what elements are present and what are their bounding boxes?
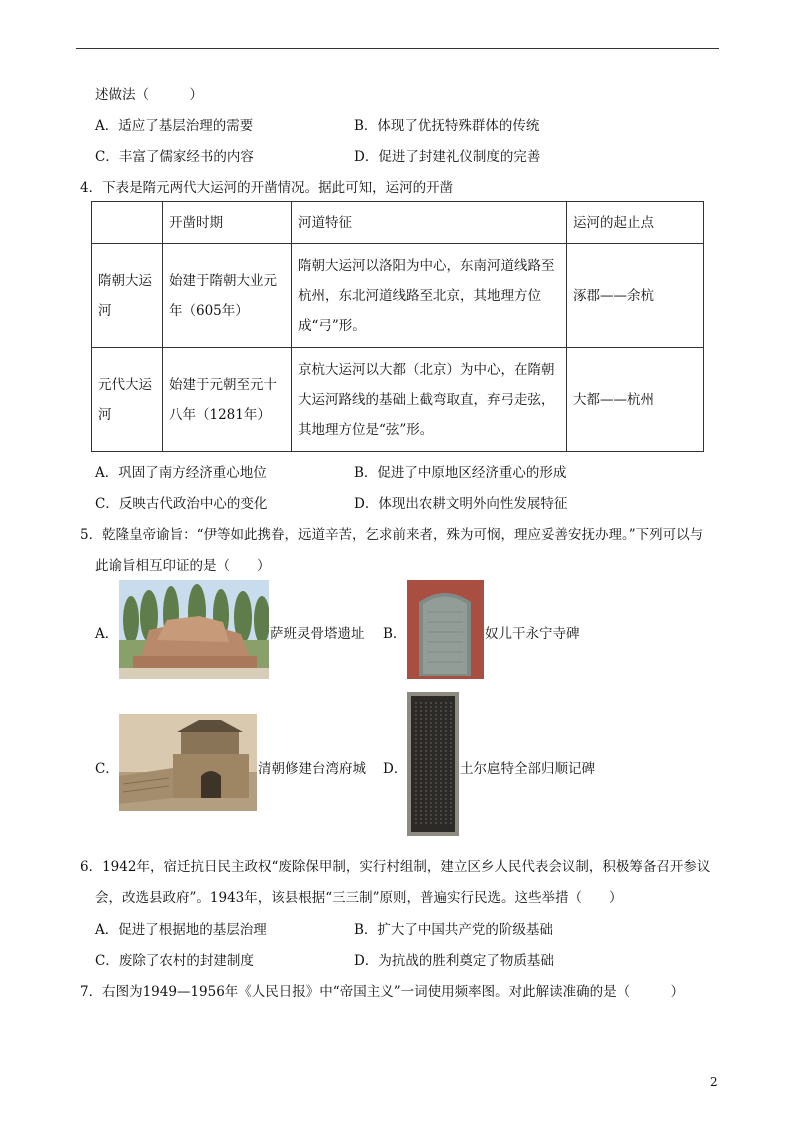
q3-tail: 述做法（ ） bbox=[95, 87, 203, 103]
q5-stem-line2: 此谕旨相互印证的是（ ） bbox=[95, 558, 271, 574]
table-header-cell: 运河的起止点 bbox=[567, 202, 704, 244]
q6-stem-line2: 会，改选县政府”。1943年，该县根据“三三制”原则，普遍实行民选。这些举措（ ） bbox=[95, 890, 623, 906]
q5-stem-line1: 5．乾隆皇帝谕旨：“伊等如此携眷，远道辛苦，乞求前来者，殊为可悯，理应妥善安抚办理。”下列可以与 bbox=[80, 527, 704, 543]
q5-option-d-caption: 土尔扈特全部归顺记碑 bbox=[460, 761, 595, 777]
q6-option-b: B．扩大了中国共产党的阶级基础 bbox=[354, 922, 553, 938]
q6-option-d: D．为抗战的胜利奠定了物质基础 bbox=[354, 953, 554, 969]
stele-photo bbox=[407, 580, 484, 679]
q6-option-c: C．废除了农村的封建制度 bbox=[95, 953, 254, 969]
q4-option-c: C．反映古代政治中心的变化 bbox=[95, 496, 268, 512]
table-cell: 元代大运河 bbox=[92, 348, 163, 452]
table-cell: 隋朝大运河以洛阳为中心，东南河道线路至杭州，东北河道线路至北京，其地理方位成“弓”形。 bbox=[292, 244, 567, 348]
table-cell: 大都——杭州 bbox=[567, 348, 704, 452]
canal-table bbox=[91, 201, 704, 452]
page-number: 2 bbox=[710, 1075, 718, 1089]
table-header-cell: 河道特征 bbox=[292, 202, 567, 244]
q3-option-d: D．促进了封建礼仪制度的完善 bbox=[354, 149, 541, 165]
stele-rubbing-photo bbox=[407, 692, 459, 836]
pagoda-ruin-photo bbox=[119, 580, 269, 679]
table-cell: 始建于隋朝大业元年（605年） bbox=[163, 244, 292, 348]
q3-option-c: C．丰富了儒家经书的内容 bbox=[95, 149, 254, 165]
table-header-cell: 开凿时期 bbox=[163, 202, 292, 244]
table-cell: 涿郡——余杭 bbox=[567, 244, 704, 348]
table-row bbox=[92, 348, 704, 452]
q7-stem: 7．右图为1949—1956年《人民日报》中“帝国主义”一词使用频率图。对此解读准确的是（ ） bbox=[80, 984, 685, 1000]
q4-option-a: A．巩固了南方经济重心地位 bbox=[95, 465, 267, 481]
q3-option-b: B．体现了优抚特殊群体的传统 bbox=[354, 118, 540, 134]
table-header-row bbox=[92, 202, 704, 244]
taiwan-city-gate-photo bbox=[119, 714, 257, 811]
q6-option-a: A．促进了根据地的基层治理 bbox=[95, 922, 267, 938]
q5-option-b-letter: B． bbox=[383, 626, 407, 642]
q5-option-b-caption: 奴儿干永宁寺碑 bbox=[485, 626, 580, 642]
q4-option-b: B．促进了中原地区经济重心的形成 bbox=[354, 465, 567, 481]
table-row bbox=[92, 244, 704, 348]
q5-option-c-caption: 清朝修建台湾府城 bbox=[258, 761, 366, 777]
table-header-cell bbox=[92, 202, 163, 244]
q5-option-d-letter: D． bbox=[383, 761, 408, 777]
q5-option-a-letter: A． bbox=[95, 626, 119, 642]
q5-option-c-letter: C． bbox=[95, 761, 119, 777]
q4-stem: 4．下表是隋元两代大运河的开凿情况。据此可知，运河的开凿 bbox=[80, 180, 454, 196]
table-cell: 京杭大运河以大都（北京）为中心，在隋朝大运河路线的基础上截弯取直，弃弓走弦，其地理方位是“弦”形。 bbox=[292, 348, 567, 452]
q3-option-a: A．适应了基层治理的需要 bbox=[95, 118, 254, 134]
table-cell: 隋朝大运河 bbox=[92, 244, 163, 348]
q4-option-d: D．体现出农耕文明外向性发展特征 bbox=[354, 496, 568, 512]
q6-stem-line1: 6．1942年，宿迁抗日民主政权“废除保甲制，实行村组制，建立区乡人民代表会议制，积极筹备召开参议 bbox=[80, 859, 711, 875]
table-cell: 始建于元朝至元十八年（1281年） bbox=[163, 348, 292, 452]
q5-option-a-caption: 萨班灵骨塔遗址 bbox=[270, 626, 365, 642]
header-rule bbox=[76, 48, 719, 49]
